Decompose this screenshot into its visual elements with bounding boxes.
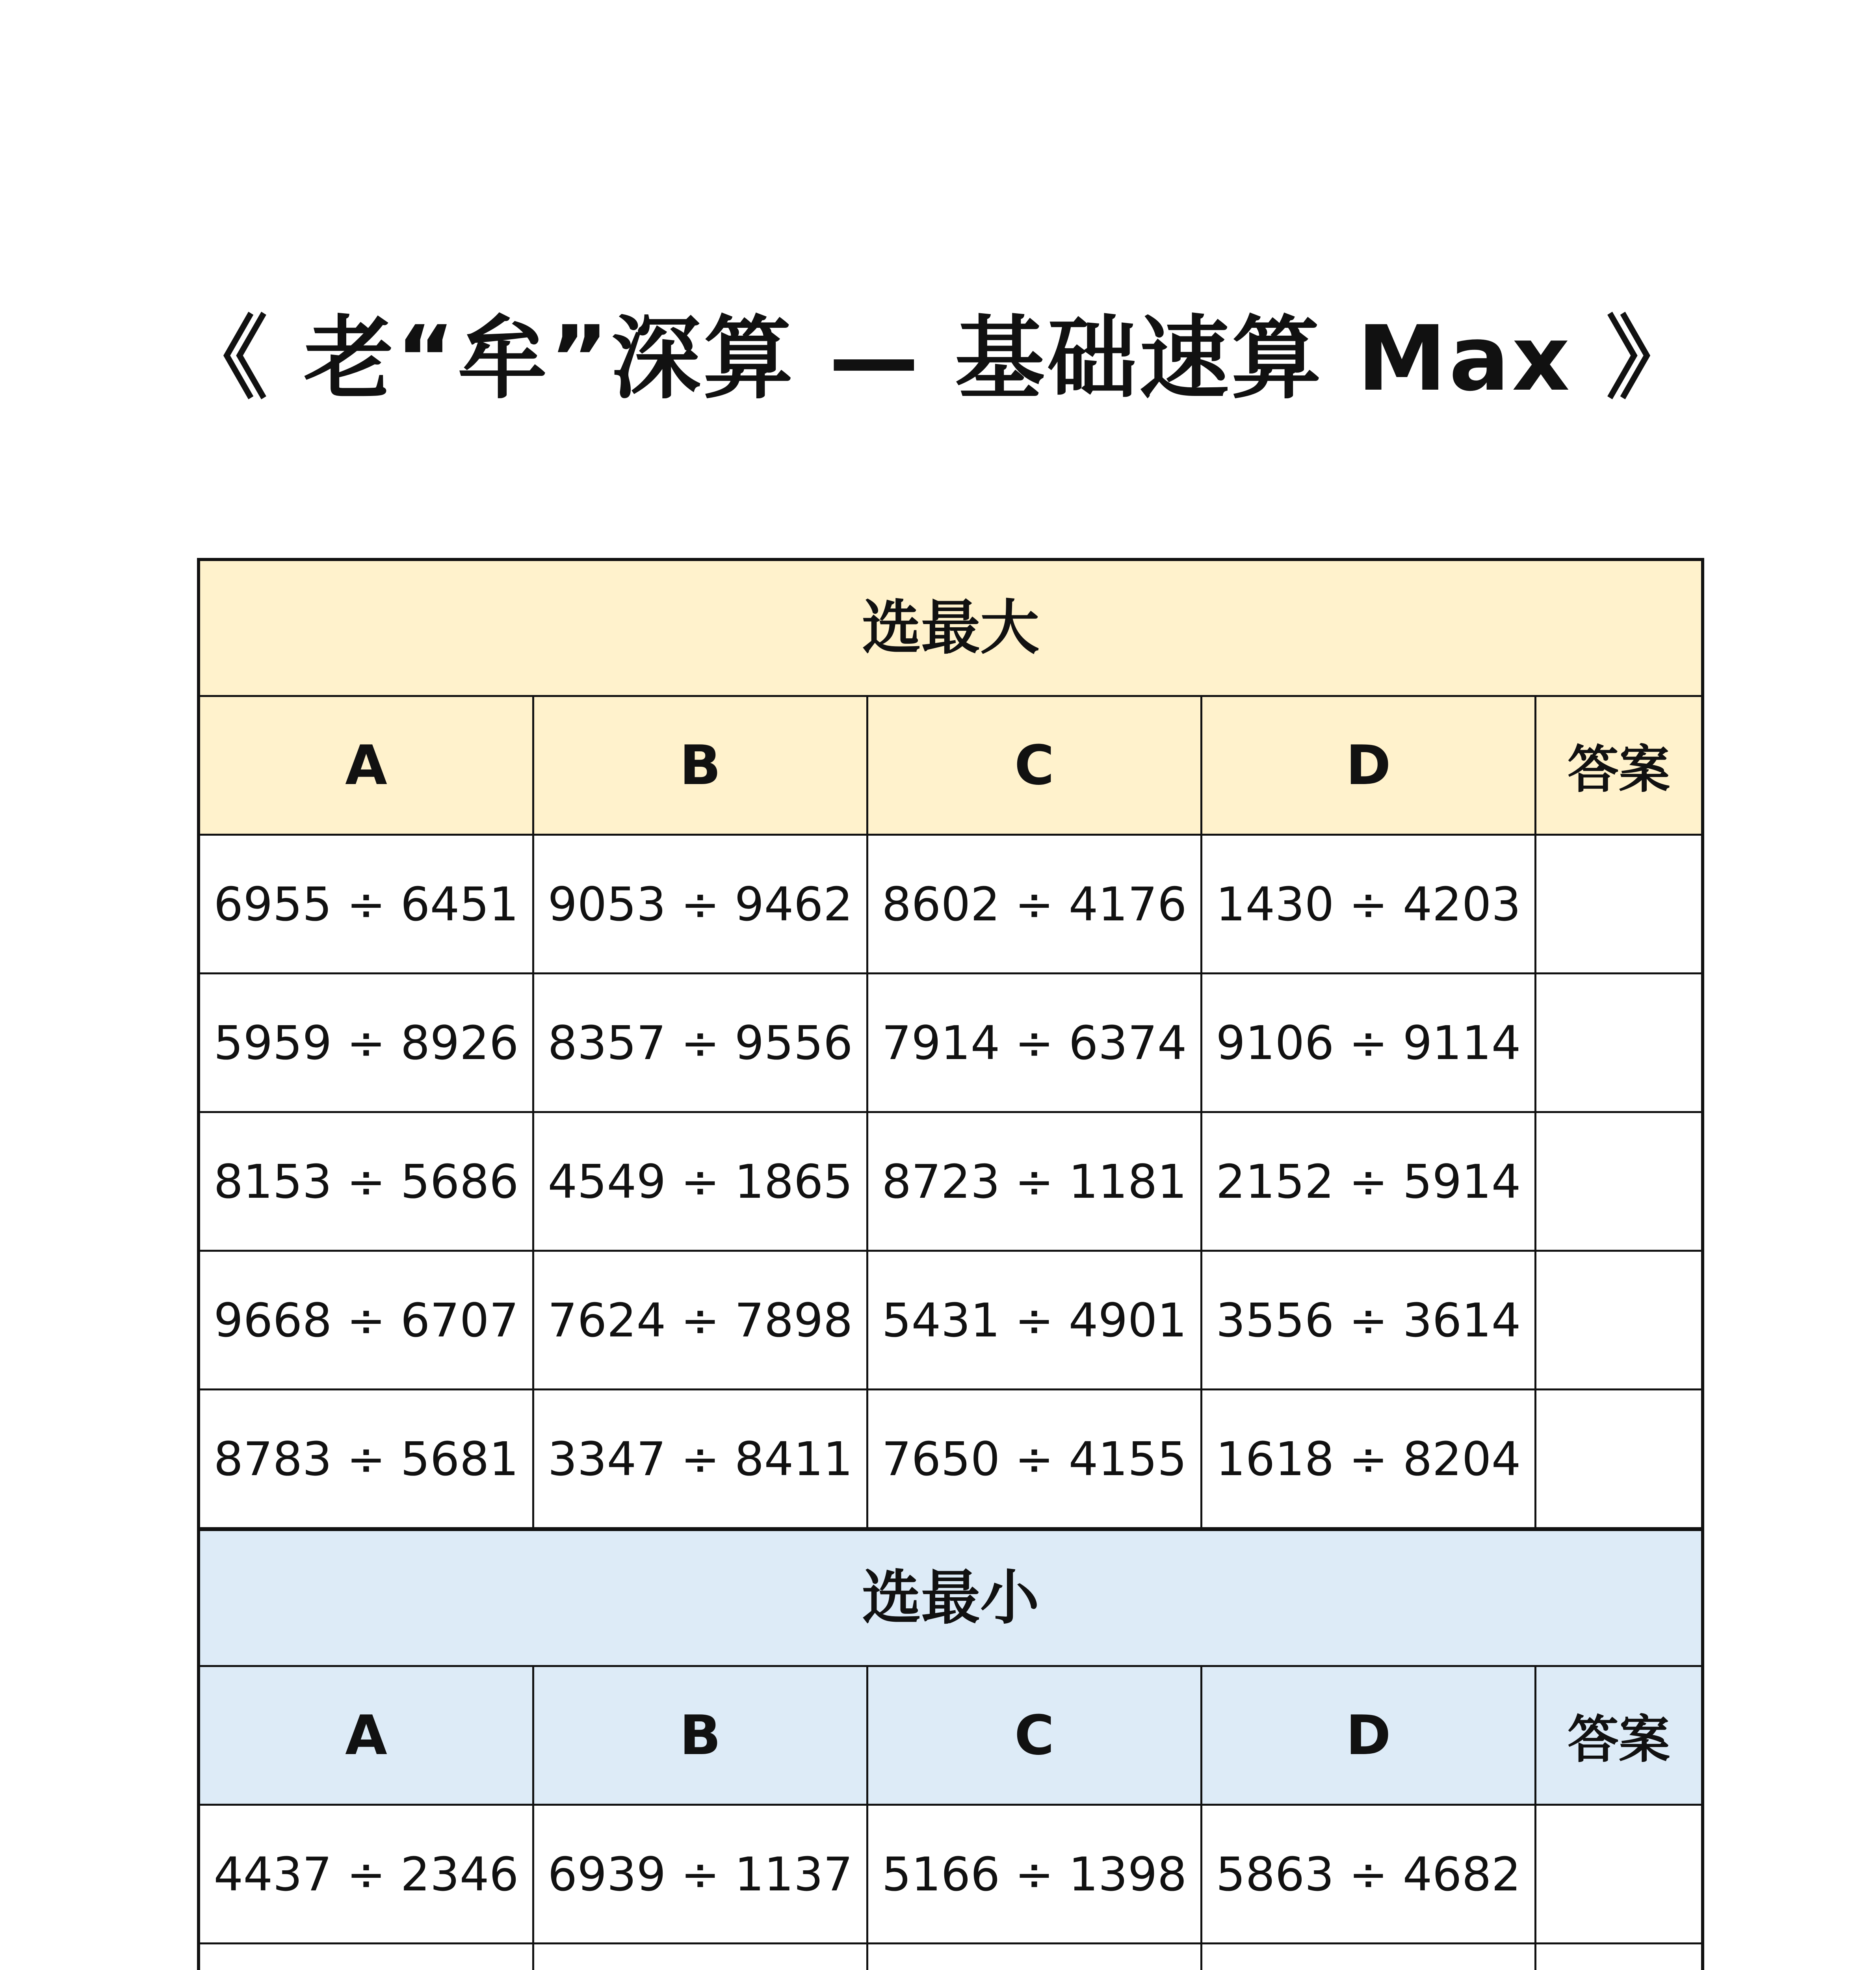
expr-cell xyxy=(200,1944,534,1970)
header-answer: 答案 xyxy=(1567,1710,1670,1769)
answer-cell[interactable] xyxy=(1536,1252,1701,1388)
answer-cell[interactable] xyxy=(1536,836,1701,972)
quiz-table xyxy=(197,558,1704,1970)
table-row xyxy=(200,836,1701,974)
table-row xyxy=(200,1113,1701,1252)
expr-cell: 5431 ÷ 4901 xyxy=(868,1252,1202,1388)
header-a: A xyxy=(200,1667,534,1804)
expr-cell: 8602 ÷ 4176 xyxy=(868,836,1202,972)
answer-cell[interactable] xyxy=(1536,1806,1701,1942)
expr-cell: 5166 ÷ 1398 xyxy=(868,1806,1202,1942)
table-row xyxy=(200,1252,1701,1390)
expr-cell: 6955 ÷ 6451 xyxy=(200,836,534,972)
page-title: 《 老“牟”深算 — 基础速算 Max 》 xyxy=(178,306,1698,411)
expr-cell: 6939 ÷ 1137 xyxy=(534,1806,868,1942)
header-d: D xyxy=(1202,1667,1536,1804)
header-b: B xyxy=(534,697,868,834)
expr-cell: 8153 ÷ 5686 xyxy=(200,1113,534,1250)
expr-cell: 9668 ÷ 6707 xyxy=(200,1252,534,1388)
expr-cell: 7624 ÷ 7898 xyxy=(534,1252,868,1388)
expr-cell: 1618 ÷ 8204 xyxy=(1202,1390,1536,1527)
section-title: 选最小 xyxy=(200,1529,1701,1667)
expr-cell: 4437 ÷ 2346 xyxy=(200,1806,534,1942)
section-title: 选最大 xyxy=(200,561,1701,697)
header-a: A xyxy=(200,697,534,834)
expr-cell xyxy=(1202,1944,1536,1970)
table-row xyxy=(200,1806,1701,1944)
answer-cell[interactable] xyxy=(1536,1944,1701,1970)
header-b: B xyxy=(534,1667,868,1804)
header-d: D xyxy=(1202,697,1536,834)
header-row xyxy=(200,697,1701,836)
expr-cell: 8723 ÷ 1181 xyxy=(868,1113,1202,1250)
expr-cell: 1430 ÷ 4203 xyxy=(1202,836,1536,972)
expr-cell: 7914 ÷ 6374 xyxy=(868,974,1202,1111)
expr-cell: 3556 ÷ 3614 xyxy=(1202,1252,1536,1388)
header-c: C xyxy=(868,697,1202,834)
table-row xyxy=(200,974,1701,1113)
expr-cell: 9106 ÷ 9114 xyxy=(1202,974,1536,1111)
expr-cell: 9053 ÷ 9462 xyxy=(534,836,868,972)
answer-cell[interactable] xyxy=(1536,1113,1701,1250)
table-row xyxy=(200,1390,1701,1529)
expr-cell: 3347 ÷ 8411 xyxy=(534,1390,868,1527)
expr-cell: 7650 ÷ 4155 xyxy=(868,1390,1202,1527)
section-min xyxy=(200,1529,1701,1970)
expr-cell xyxy=(868,1944,1202,1970)
header-answer: 答案 xyxy=(1567,740,1670,799)
expr-cell: 4549 ÷ 1865 xyxy=(534,1113,868,1250)
section-max xyxy=(200,561,1701,1529)
answer-cell[interactable] xyxy=(1536,1390,1701,1527)
table-row xyxy=(200,1944,1701,1970)
header-c: C xyxy=(868,1667,1202,1804)
header-row xyxy=(200,1667,1701,1806)
expr-cell: 5959 ÷ 8926 xyxy=(200,974,534,1111)
expr-cell xyxy=(534,1944,868,1970)
expr-cell: 8783 ÷ 5681 xyxy=(200,1390,534,1527)
expr-cell: 5863 ÷ 4682 xyxy=(1202,1806,1536,1942)
answer-cell[interactable] xyxy=(1536,974,1701,1111)
expr-cell: 2152 ÷ 5914 xyxy=(1202,1113,1536,1250)
expr-cell: 8357 ÷ 9556 xyxy=(534,974,868,1111)
